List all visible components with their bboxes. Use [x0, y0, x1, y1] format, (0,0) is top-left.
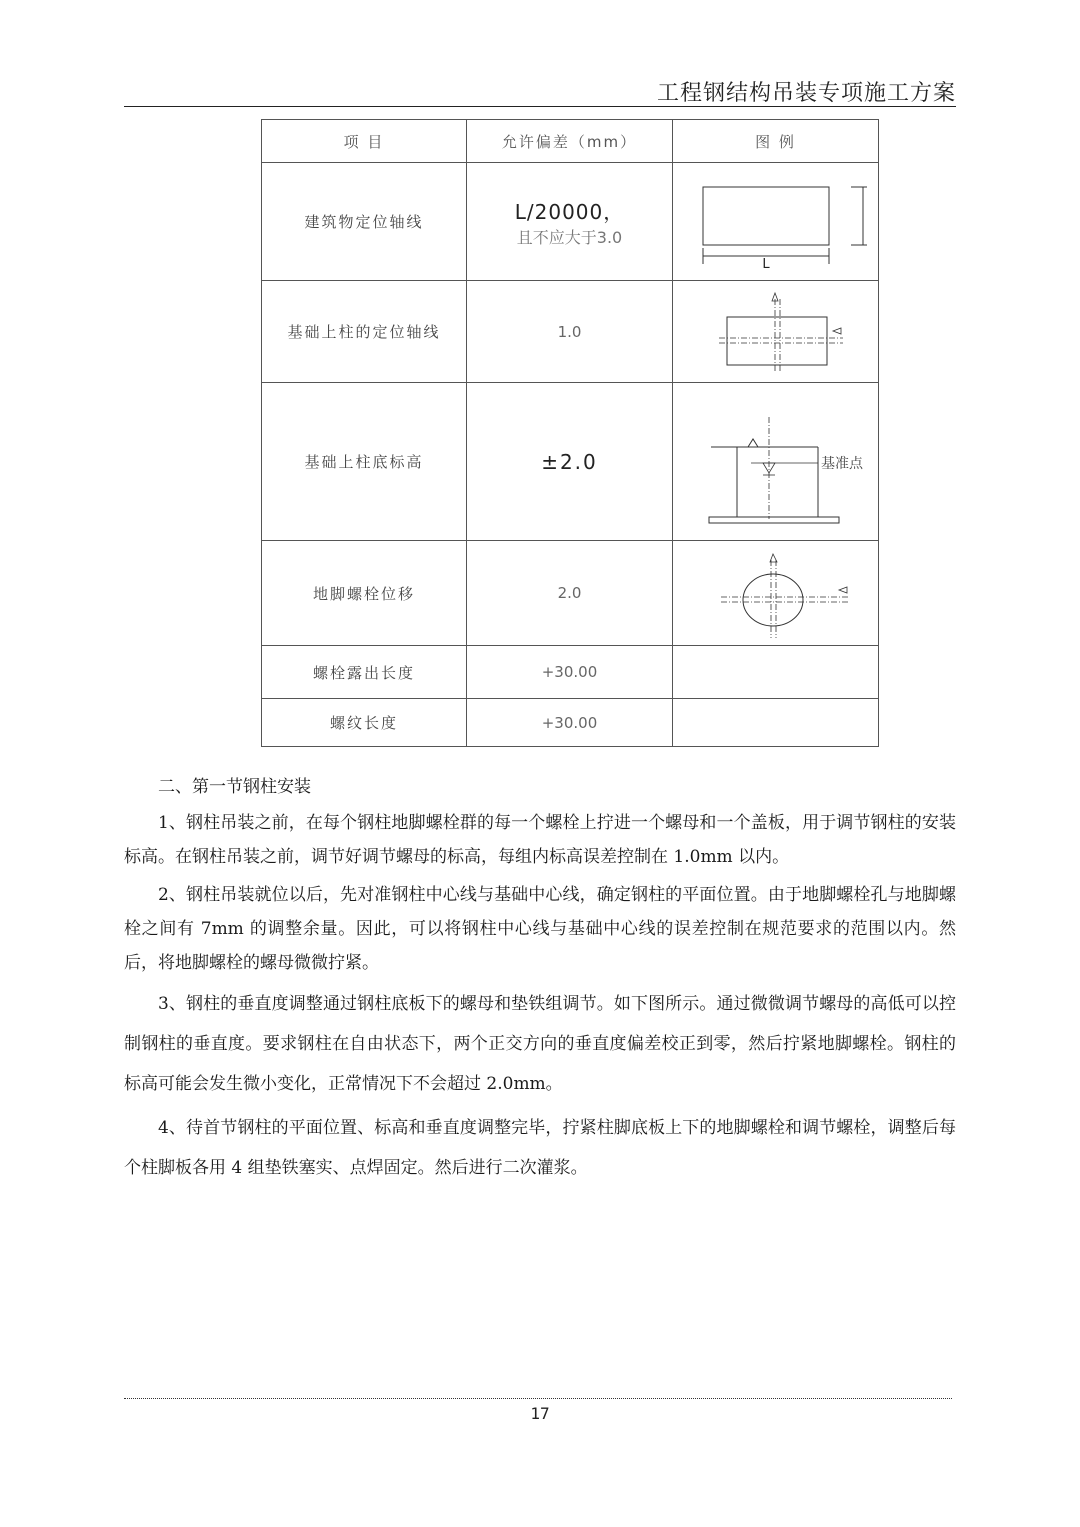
- row-value: +30.00: [467, 699, 673, 747]
- row-value-main: L/20000，: [514, 199, 625, 224]
- footer-divider: [124, 1398, 952, 1399]
- row-value: +30.00: [467, 646, 673, 699]
- section-title: 二、第一节钢柱安装: [158, 777, 311, 797]
- row-figure-empty: [673, 699, 879, 747]
- table-row: [262, 541, 879, 646]
- header-figure: 图 例: [673, 120, 879, 163]
- row-value: [467, 163, 673, 281]
- figure-label-datum: 基准点: [821, 455, 863, 472]
- row-figure-base-elevation: [673, 383, 879, 541]
- row-figure-bolt-offset: [673, 541, 879, 646]
- row-value: ±2.0: [467, 383, 673, 541]
- row-item: 螺栓露出长度: [262, 646, 467, 699]
- row-figure-axis-offset: [673, 281, 879, 383]
- figure-label-L: L: [761, 256, 770, 272]
- body-content: [124, 770, 956, 1192]
- row-item: 螺纹长度: [262, 699, 467, 747]
- paragraph-4: 4、待首节钢柱的平面位置、标高和垂直度调整完毕，拧紧柱脚底板上下的地脚螺栓和调节螺栓，调整后每个柱脚板各用 4 组垫铁塞实、点焊固定。然后进行二次灌浆。: [124, 1118, 956, 1178]
- table-row: [262, 163, 879, 281]
- header-divider: [124, 106, 956, 107]
- row-value-sub: 且不应大于3.0: [516, 227, 623, 247]
- row-figure-empty: [673, 646, 879, 699]
- row-value: 2.0: [467, 541, 673, 646]
- header-tolerance: 允许偏差（mm）: [467, 120, 673, 163]
- paragraph-2: 2、钢柱吊装就位以后，先对准钢柱中心线与基础中心线，确定钢柱的平面位置。由于地脚螺栓孔与地脚螺栓之间有 7mm 的调整余量。因此，可以将钢柱中心线与基础中心线的误差控制在规范要求的范围以内。然后，将地脚螺栓的螺母微微拧紧。: [124, 885, 956, 973]
- page-number: 17: [530, 1404, 550, 1423]
- row-item: 基础上柱底标高: [262, 383, 467, 541]
- base-elevation-diagram: [673, 387, 879, 537]
- row-value: 1.0: [467, 281, 673, 383]
- paragraph-3: 3、钢柱的垂直度调整通过钢柱底板下的螺母和垫铁组调节。如下图所示。通过微微调节螺母的高低可以控制钢柱的垂直度。要求钢柱在自由状态下，两个正交方向的垂直度偏差校正到零，然后拧紧地脚螺栓。钢柱的标高可能会发生微小变化，正常情况下不会超过 2.0mm。: [124, 994, 956, 1094]
- row-figure-axis-rect: [673, 163, 879, 281]
- header-item: 项 目: [262, 120, 467, 163]
- table-header-row: [262, 120, 879, 163]
- row-item: 地脚螺栓位移: [262, 541, 467, 646]
- paragraph-1: 1、钢柱吊装之前，在每个钢柱地脚螺栓群的每一个螺栓上拧进一个螺母和一个盖板，用于调节钢柱的安装标高。在钢柱吊装之前，调节好调节螺母的标高，每组内标高误差控制在 1.0mm 以内。: [124, 813, 956, 867]
- axis-offset-diagram: [681, 287, 871, 377]
- bolt-offset-diagram: [681, 546, 871, 641]
- row-item: 建筑物定位轴线: [262, 163, 467, 281]
- table-row: [262, 383, 879, 541]
- table-row: [262, 699, 879, 747]
- table-row: [262, 646, 879, 699]
- page-header-title: 工程钢结构吊装专项施工方案: [656, 81, 956, 106]
- axis-rect-diagram: [681, 172, 871, 272]
- table-row: [262, 281, 879, 383]
- row-item: 基础上柱的定位轴线: [262, 281, 467, 383]
- tolerance-table: [261, 119, 879, 747]
